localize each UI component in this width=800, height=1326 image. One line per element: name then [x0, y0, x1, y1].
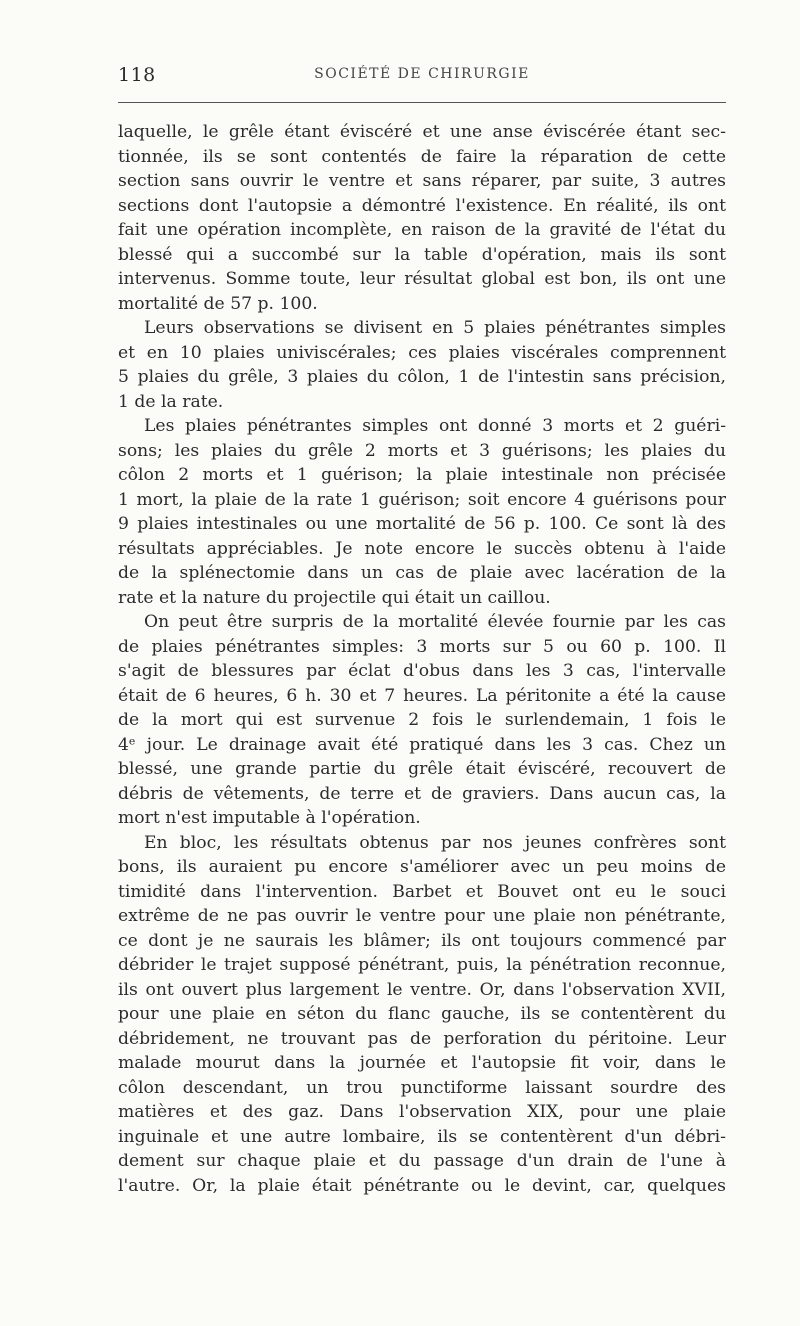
text-line: malade mourut dans la journée et l'autopsie fit voir, dans le [118, 1053, 726, 1073]
text-line: de la splénectomie dans un cas de plaie avec lacération de la [118, 563, 726, 583]
running-title: SOCIÉTÉ DE CHIRURGIE [314, 66, 530, 82]
running-head [118, 64, 726, 94]
text-line: mortalité de 57 p. 100. [118, 293, 318, 314]
text-line: dement sur chaque plaie et du passage d'un drain de l'une à [118, 1151, 726, 1171]
text-line: 1 de la rate. [118, 391, 224, 412]
text-line: débris de vêtements, de terre et de graviers. Dans aucun cas, la [118, 783, 726, 804]
text-line: s'agit de blessures par éclat d'obus dans les 3 cas, l'intervalle [118, 661, 726, 681]
header-rule [118, 102, 726, 103]
text-line: Leurs observations se divisent en 5 plaies pénétrantes simples [144, 318, 726, 338]
page-number: 118 [118, 64, 156, 86]
text-line: 1 mort, la plaie de la rate 1 guérison; soit encore 4 guérisons pour [118, 489, 726, 510]
text-line: côlon descendant, un trou punctiforme laissant sourdre des [118, 1077, 726, 1098]
text-line: 9 plaies intestinales ou une mortalité de 56 p. 100. Ce sont là des [118, 514, 726, 534]
text-line: ce dont je ne saurais les blâmer; ils ont toujours commencé par [118, 930, 726, 951]
text-line: Les plaies pénétrantes simples ont donné 3 morts et 2 guéri- [144, 416, 726, 436]
text-line: blessé qui a succombé sur la table d'opération, mais ils sont [118, 244, 726, 265]
text-line: mort n'est imputable à l'opération. [118, 808, 421, 828]
text-line: timidité dans l'intervention. Barbet et Bouvet ont eu le souci [118, 881, 726, 902]
text-line: débrider le trajet supposé pénétrant, puis, la pénétration reconnue, [118, 955, 726, 975]
text-line: de plaies pénétrantes simples: 3 morts sur 5 ou 60 p. 100. Il [118, 636, 726, 657]
text-line: 5 plaies du grêle, 3 plaies du côlon, 1 de l'intestin sans précision, [118, 367, 726, 387]
text-line: En bloc, les résultats obtenus par nos jeunes confrères sont [144, 832, 726, 853]
body-text [118, 120, 726, 1198]
text-line: 4ᵉ jour. Le drainage avait été pratiqué dans les 3 cas. Chez un [118, 734, 726, 755]
text-line: débridement, ne trouvant pas de perforation du péritoine. Leur [118, 1028, 726, 1049]
text-line: laquelle, le grêle étant éviscéré et une anse éviscérée étant sec- [118, 122, 726, 142]
text-line: matières et des gaz. Dans l'observation XIX, pour une plaie [118, 1102, 726, 1122]
text-line: blessé, une grande partie du grêle était éviscéré, recouvert de [118, 759, 726, 779]
text-line: côlon 2 morts et 1 guérison; la plaie intestinale non précisée [118, 465, 726, 485]
text-line: On peut être surpris de la mortalité élevée fournie par les cas [144, 612, 726, 632]
text-line: tionnée, ils se sont contentés de faire la réparation de cette [118, 146, 726, 167]
text-line: était de 6 heures, 6 h. 30 et 7 heures. La péritonite a été la cause [118, 685, 726, 706]
text-line: résultats appréciables. Je note encore le succès obtenu à l'aide [118, 538, 726, 559]
text-line: ils ont ouvert plus largement le ventre. Or, dans l'observation XVII, [118, 979, 726, 1000]
text-line: sons; les plaies du grêle 2 morts et 3 guérisons; les plaies du [118, 440, 726, 461]
text-line: fait une opération incomplète, en raison de la gravité de l'état du [118, 220, 726, 240]
text-line: sections dont l'autopsie a démontré l'existence. En réalité, ils ont [118, 195, 726, 216]
text-line: inguinale et une autre lombaire, ils se contentèrent d'un débri- [118, 1126, 726, 1147]
text-line: rate et la nature du projectile qui était un caillou. [118, 587, 551, 608]
text-line: bons, ils auraient pu encore s'améliorer avec un peu moins de [118, 857, 726, 877]
text-line: extrême de ne pas ouvrir le ventre pour une plaie non pénétrante, [118, 906, 726, 926]
text-line: de la mort qui est survenue 2 fois le surlendemain, 1 fois le [118, 710, 726, 730]
text-line: et en 10 plaies univiscérales; ces plaies viscérales comprennent [118, 342, 726, 363]
text-line: l'autre. Or, la plaie était pénétrante ou le devint, car, quelques [118, 1175, 726, 1196]
text-line: pour une plaie en séton du flanc gauche, ils se contentèrent du [118, 1004, 726, 1024]
text-line: intervenus. Somme toute, leur résultat global est bon, ils ont une [118, 269, 726, 289]
text-line: section sans ouvrir le ventre et sans réparer, par suite, 3 autres [118, 171, 726, 191]
